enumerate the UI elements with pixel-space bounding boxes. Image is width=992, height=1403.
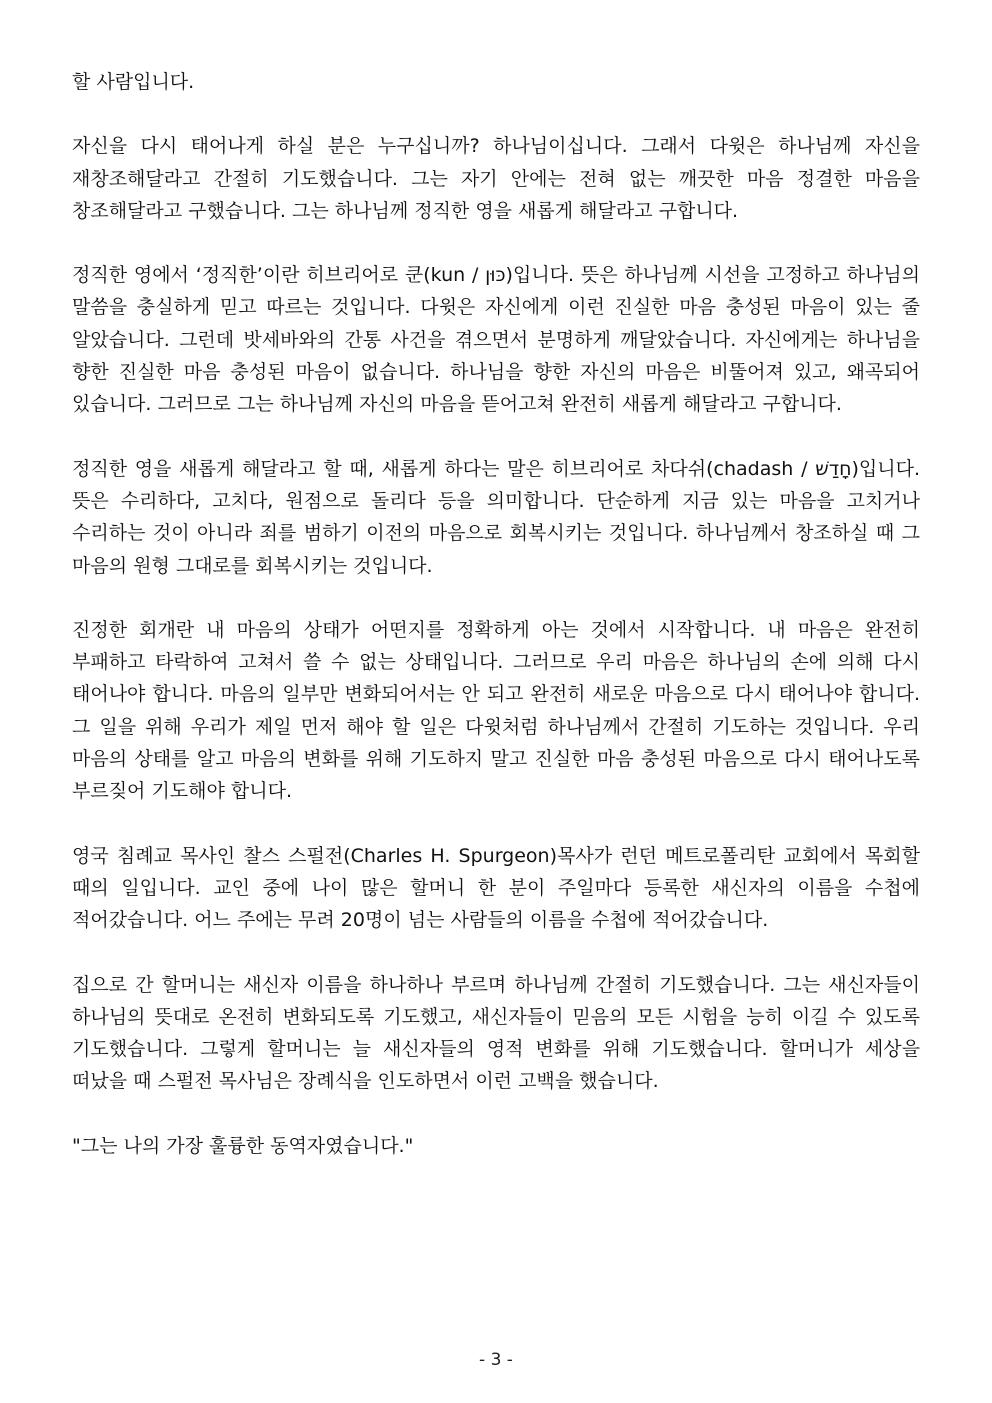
paragraph-8: "그는 나의 가장 훌륭한 동역자였습니다." bbox=[72, 1134, 414, 1157]
paragraph-6: 영국 침례교 목사인 찰스 스펄전(Charles H. Spurgeon)목사가 런던 메트로폴리탄 교회에서 목회할 때의 일입니다. 교인 중에 나이 많은 할머니 한 분이 주일마다 등록한 새신자의 이름을 수첩에 적어갔습니다. 어느 주에는 무려 20명이 넘는 사람들의 이름을 수첩에 적어갔습니다. bbox=[72, 844, 920, 932]
page-number: - 3 - bbox=[479, 1350, 513, 1370]
paragraph-3: 정직한 영에서 ‘정직한’이란 히브리어로 쿤(kun / כּוּן)입니다. 뜻은 하나님께 시선을 고정하고 하나님의 말씀을 충실하게 믿고 따르는 것입니다. 다윗은 자신에게 이런 진실한 마음 충성된 마음이 있는 줄 알았습니다. 그런데 밧세바와의 간통 사건을 겪으면서 분명하게 깨달았습니다. 자신에게는 하나님을 향한 진실한 마음 충성된 마음이 없습니다. 하나님을 향한 자신의 마음은 비뚤어져 있고, 왜곡되어 있습니다. 그러므로 그는 하나님께 자신의 마음을 뜯어고쳐 완전히 새롭게 해달라고 구합니다. bbox=[72, 264, 921, 416]
paragraph-7: 집으로 간 할머니는 새신자 이름을 하나하나 부르며 하나님께 간절히 기도했습니다. 그는 새신자들이 하나님의 뜻대로 온전히 변화되도록 기도했고, 새신자들이 믿음의 모든 시험을 능히 이길 수 있도록 기도했습니다. 그렇게 할머니는 늘 새신자들의 영적 변화를 위해 기도했습니다. 할머니가 세상을 떠났을 때 스펄전 목사님은 장례식을 인도하면서 이런 고백을 했습니다. bbox=[72, 973, 920, 1093]
document-body bbox=[72, 66, 920, 1194]
paragraph-5: 진정한 회개란 내 마음의 상태가 어떤지를 정확하게 아는 것에서 시작합니다. 내 마음은 완전히 부패하고 타락하여 고쳐서 쓸 수 없는 상태입니다. 그러므로 우리 마음은 하나님의 손에 의해 다시 태어나야 합니다. 마음의 일부만 변화되어서는 안 되고 완전히 새로운 마음으로 다시 태어나야 합니다. 그 일을 위해 우리가 제일 먼저 해야 할 일은 다윗처럼 하나님께서 간절히 기도하는 것입니다. 우리 마음의 상태를 알고 마음의 변화를 위해 기도하지 말고 진실한 마음 충성된 마음으로 다시 태어나도록 부르짖어 기도해야 합니다. bbox=[72, 618, 920, 803]
paragraph-4: 정직한 영을 새롭게 해달라고 할 때, 새롭게 하다는 말은 히브리어로 차다쉬(chadash / חָדַשׁ)입니다. 뜻은 수리하다, 고치다, 원점으로 돌리다 등을 의미합니다. 단순하게 지금 있는 마음을 고치거나 수리하는 것이 아니라 죄를 범하기 이전의 마음으로 회복시키는 것입니다. 하나님께서 창조하실 때 그 마음의 원형 그대로를 회복시키는 것입니다. bbox=[72, 457, 920, 577]
paragraph-2: 자신을 다시 태어나게 하실 분은 누구십니까? 하나님이십니다. 그래서 다윗은 하나님께 자신을 재창조해달라고 간절히 기도했습니다. 그는 자기 안에는 전혀 없는 깨끗한 마음 정결한 마음을 창조해달라고 구했습니다. 그는 하나님께 정직한 영을 새롭게 해달라고 구합니다. bbox=[72, 135, 920, 222]
paragraph-1: 할 사람입니다. bbox=[72, 71, 195, 93]
